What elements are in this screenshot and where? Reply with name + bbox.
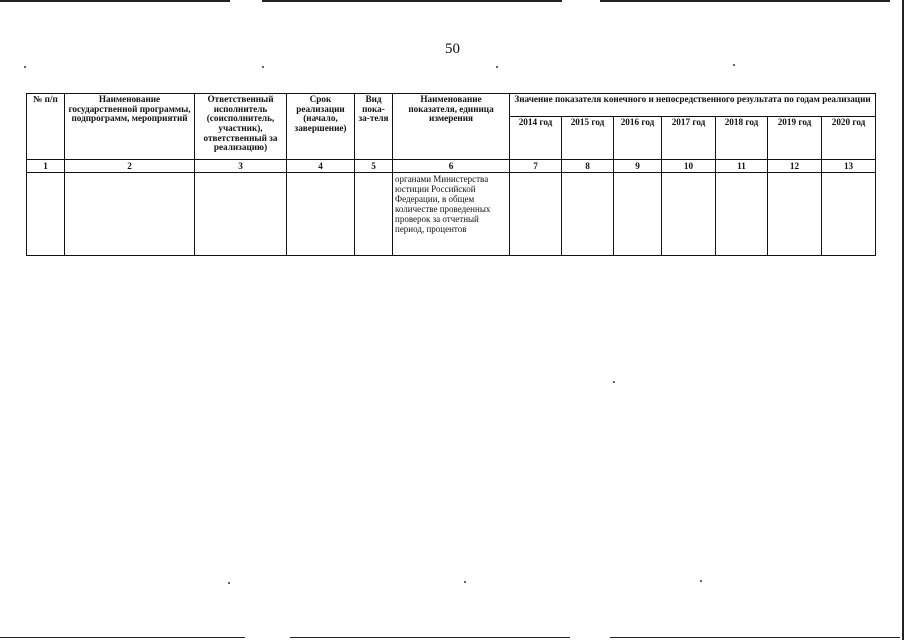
table-cell [662, 173, 716, 256]
indicator-name-cell: органами Министерства юстиции Российской Федерации, в общем количестве проведенных проверок за отчетный период, процентов [393, 173, 510, 256]
scan-speck [228, 582, 230, 584]
scan-speck [464, 581, 466, 583]
column-number-12: 12 [768, 160, 822, 173]
table-cell [65, 173, 195, 256]
column-number-5: 5 [355, 160, 393, 173]
header-year-2019: 2019 год [768, 117, 822, 160]
header-year-2014: 2014 год [510, 117, 562, 160]
table-cell [195, 173, 287, 256]
table-cell [27, 173, 65, 256]
header-year-2015: 2015 год [562, 117, 614, 160]
table-cell [768, 173, 822, 256]
column-number-8: 8 [562, 160, 614, 173]
scan-speck [700, 580, 702, 582]
column-number-10: 10 [662, 160, 716, 173]
scan-speck [24, 66, 26, 68]
scan-edge-bottom-mid [290, 637, 570, 638]
header-number: № п/п [27, 94, 65, 160]
header-year-2016: 2016 год [614, 117, 662, 160]
column-number-9: 9 [614, 160, 662, 173]
header-implementation-period: Срок реализации (начало, завершение) [287, 94, 355, 160]
header-responsible-executor: Ответственный исполнитель (соисполнитель, участник), ответственный за реализацию) [195, 94, 287, 160]
column-number-1: 1 [27, 160, 65, 173]
scan-speck [496, 66, 498, 68]
header-program-name: Наименование государственной программы, подпрограмм, мероприятий [65, 94, 195, 160]
column-number-13: 13 [822, 160, 876, 173]
scan-edge-top-right [600, 0, 890, 2]
table-cell [510, 173, 562, 256]
scan-speck [262, 66, 264, 68]
page-number: 50 [445, 41, 460, 57]
table-cell [287, 173, 355, 256]
scan-edge-bottom-right [610, 637, 900, 638]
header-year-2017: 2017 год [662, 117, 716, 160]
header-year-2018: 2018 год [716, 117, 768, 160]
table-cell [355, 173, 393, 256]
indicators-table [26, 93, 876, 256]
column-number-3: 3 [195, 160, 287, 173]
column-number-11: 11 [716, 160, 768, 173]
scan-edge-top-mid [262, 0, 562, 2]
table-cell [614, 173, 662, 256]
header-indicator-values-group: Значение показателя конечного и непосредственного результата по годам реализации [510, 94, 876, 117]
column-number-6: 6 [393, 160, 510, 173]
scan-edge-right [902, 0, 904, 640]
table-cell [822, 173, 876, 256]
column-number-2: 2 [65, 160, 195, 173]
scan-edge-top-left [0, 0, 230, 2]
header-indicator-type: Вид пока-за-теля [355, 94, 393, 160]
table-cell [716, 173, 768, 256]
header-indicator-name: Наименование показателя, единица измерения [393, 94, 510, 160]
column-number-7: 7 [510, 160, 562, 173]
scan-speck [733, 64, 735, 66]
header-year-2020: 2020 год [822, 117, 876, 160]
column-number-4: 4 [287, 160, 355, 173]
scan-edge-bottom-left [0, 637, 245, 638]
table-row [27, 173, 876, 256]
table-cell [562, 173, 614, 256]
scan-speck [613, 381, 615, 383]
